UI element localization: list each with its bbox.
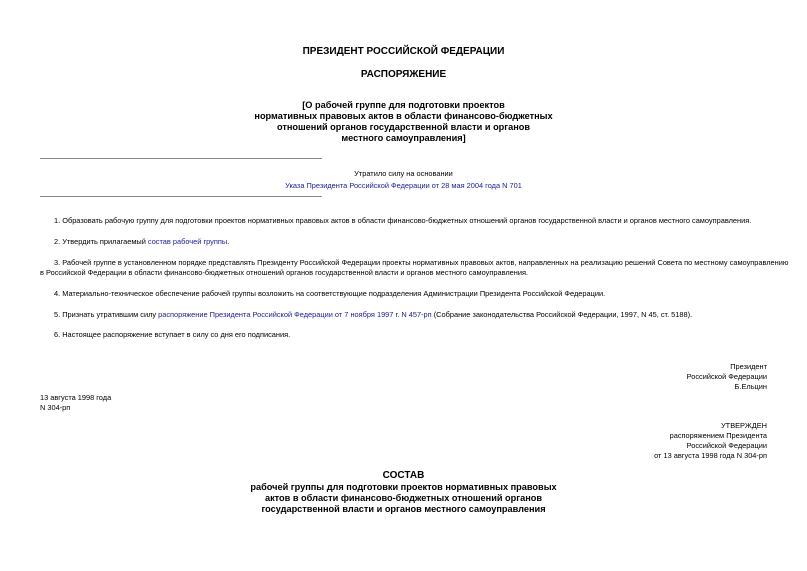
paragraph-3-line-2: в Российской Федерации в области финансово-бюджетных отношений органов государственной власти и органов местного самоуправления. <box>40 268 529 277</box>
divider-top <box>40 158 322 159</box>
document-title <box>0 100 807 144</box>
composition-heading: СОСТАВ <box>382 470 425 481</box>
signature-title: Президент <box>730 362 767 371</box>
paragraph-5-suffix: (Собрание законодательства Российской Федерации, 1997, N 45, ст. 5188). <box>431 310 693 319</box>
composition-title-line: рабочей группы для подготовки проектов нормативных правовых <box>250 482 557 492</box>
paragraph-3 <box>40 258 789 278</box>
composition-link[interactable]: состав рабочей группы <box>147 237 228 246</box>
paragraph-3-line-1: 3. Рабочей группе в установленном порядке представлять Президенту Российской Федерации проекты нормативных правовых актов, направленных на реализацию решений Совета по местному самоуправлению <box>54 258 789 267</box>
paragraph-2-suffix: . <box>227 237 230 246</box>
paragraph-6: 6. Настоящее распоряжение вступает в силу со дня его подписания. <box>54 330 291 339</box>
repealed-order-link[interactable]: распоряжение Президента Российской Федерации от 7 ноября 1997 г. N 457-рп <box>158 310 432 319</box>
signature-name: Б.Ельцин <box>734 382 767 391</box>
status-note-link-wrap <box>0 181 807 191</box>
document-date: 13 августа 1998 года <box>40 393 112 402</box>
paragraph-1: 1. Образовать рабочую группу для подготовки проектов нормативных правовых актов в области финансово-бюджетных отношений органов государственной власти и органов местного самоуправления. <box>54 216 752 225</box>
approval-block <box>654 421 767 461</box>
document-title-line: отношений органов государственной власти и органов <box>276 122 531 132</box>
document-number: N 304-рп <box>40 403 71 412</box>
approval-line: распоряжением Президента <box>669 431 767 440</box>
status-note: Утратило силу на основании <box>354 169 453 178</box>
approval-line: Российской Федерации <box>686 441 767 450</box>
composition-title-line: актов в области финансово-бюджетных отношений органов <box>264 493 543 503</box>
date-block <box>40 393 111 413</box>
repeal-decree-link[interactable]: Указа Президента Российской Федерации от 28 мая 2004 года N 701 <box>285 181 522 190</box>
approval-line: от 13 августа 1998 года N 304-рп <box>654 451 767 460</box>
signature-title-2: Российской Федерации <box>686 372 767 381</box>
document-title-line: нормативных правовых актов в области финансово-бюджетных <box>254 111 553 121</box>
paragraph-2 <box>40 237 770 247</box>
paragraph-5-text: 5. Признать утратившим силу <box>54 310 159 319</box>
divider-bottom <box>40 196 322 197</box>
approval-heading: УТВЕРЖДЕН <box>720 421 767 430</box>
issuer-heading: ПРЕЗИДЕНТ РОССИЙСКОЙ ФЕДЕРАЦИИ <box>302 46 505 57</box>
composition-title-line: государственной власти и органов местного самоуправления <box>261 504 546 514</box>
signature-block <box>687 362 767 392</box>
document-title-line: местного самоуправления] <box>341 133 466 143</box>
composition-title <box>0 482 807 515</box>
paragraph-5 <box>40 310 770 320</box>
paragraph-2-text: 2. Утвердить прилагаемый <box>54 237 148 246</box>
document-title-line: [О рабочей группе для подготовки проектов <box>302 100 505 110</box>
paragraph-4: 4. Материально-техническое обеспечение рабочей группы возложить на соответствующие подразделения Администрации Президента Российской Федерации. <box>54 289 606 298</box>
document-type: РАСПОРЯЖЕНИЕ <box>360 69 447 80</box>
